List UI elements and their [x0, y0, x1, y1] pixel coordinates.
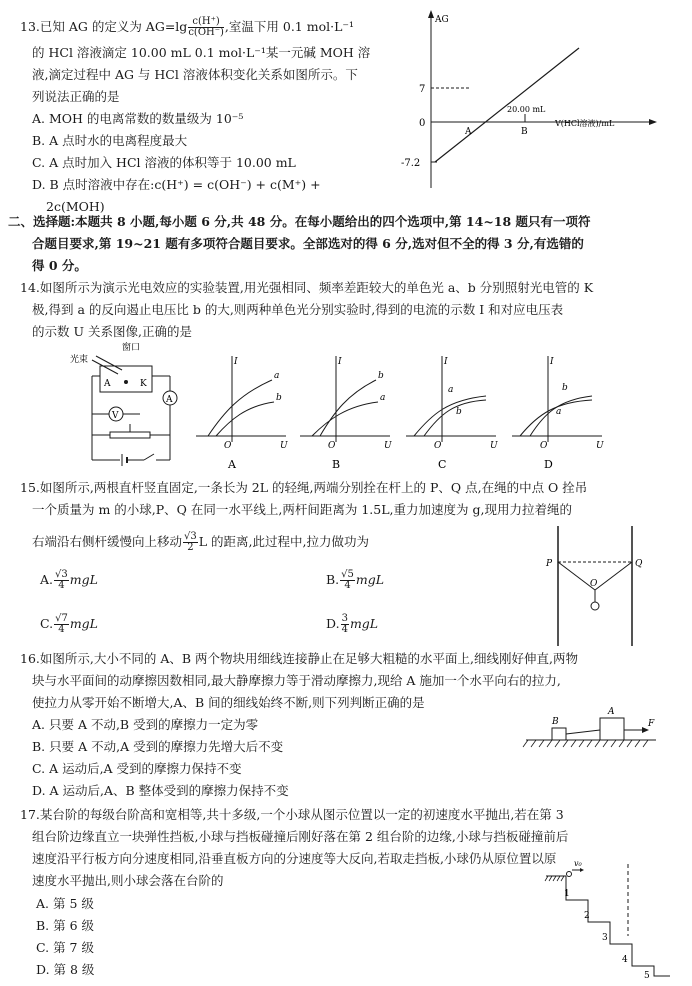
- q14-iu-graphs: [190, 352, 690, 474]
- q17-line-4: 速度水平抛出,则小球会落在台阶的: [32, 873, 224, 888]
- q13-line-3: 液,滴定过程中 AG 与 HCl 溶液体积变化关系如图所示。下: [32, 67, 358, 82]
- opt-unit: mgL: [69, 572, 98, 587]
- curve-lower: [312, 402, 378, 436]
- q14-graph-a: [196, 356, 288, 471]
- i-label: I: [234, 357, 238, 367]
- q13-frac-den: c(OH⁻): [188, 27, 224, 38]
- option-label: A: [228, 458, 236, 471]
- opt-fraction: [341, 614, 349, 635]
- frac-den: 4: [58, 580, 65, 591]
- switch: [144, 454, 154, 460]
- curve-upper-label: b: [378, 371, 384, 381]
- q13-option-d-cont: 2c(MOH): [46, 199, 105, 214]
- opt-letter: D.: [326, 616, 340, 631]
- curve-upper: [208, 380, 272, 436]
- point-a-label: A: [465, 127, 472, 137]
- rope-right: [595, 562, 632, 590]
- opt-unit: mgL: [69, 616, 98, 631]
- q15-line-3: [32, 532, 369, 553]
- curve-upper: [414, 396, 486, 436]
- frac-num: √7: [55, 613, 68, 624]
- q14-line-3: 的示数 U 关系图像,正确的是: [32, 324, 192, 339]
- q14-graph-b: [300, 356, 392, 471]
- q16-option-a: A. 只要 A 不动,B 受到的摩擦力一定为零: [32, 717, 259, 732]
- opt-unit: mgL: [349, 616, 379, 631]
- q13-stem-start: 13.已知 AG 的定义为 AG=lg: [20, 19, 188, 34]
- q17-line-3: 速度沿平行板方向分速度相同,沿垂直板方向的分速度等大反向,若取走挡板,小球仍从原位置以原: [32, 851, 557, 866]
- curve-upper-label: a: [448, 385, 454, 395]
- q13-option-d: D. B 点时溶液中存在:c(H⁺) = c(OH⁻) + c(M⁺) +: [32, 177, 321, 192]
- curve-lower-label: a: [556, 407, 562, 417]
- electrode-dot: [124, 380, 128, 384]
- origin-label: O: [224, 441, 232, 451]
- curve-lower-label: a: [380, 393, 386, 403]
- curve-upper-label: b: [562, 383, 568, 393]
- frac-num: √3: [184, 531, 197, 542]
- beam-ray-1: [92, 360, 118, 374]
- u-label: U: [596, 441, 604, 451]
- q14-graph-c: [406, 356, 498, 471]
- q13-line-4: 列说法正确的是: [32, 89, 120, 104]
- section2-line-3: 得 0 分。: [32, 258, 87, 273]
- q16-option-b: B. 只要 A 不动,A 受到的摩擦力先增大后不变: [32, 739, 284, 754]
- anode-label: A: [104, 379, 111, 389]
- opt-fraction: [340, 570, 355, 591]
- q15-line-2: 一个质量为 m 的小球,P、Q 在同一水平线上,两杆间距离为 1.5L,重力加速度为 g,现用力拉着绳的: [32, 502, 572, 517]
- q16-option-c: C. A 运动后,A 受到的摩擦力保持不变: [32, 761, 242, 776]
- curve-lower: [520, 400, 592, 436]
- opt-letter: C.: [40, 616, 54, 631]
- opt-fraction: [54, 570, 69, 591]
- section2-line-1: 二、选择题:本题共 8 小题,每小题 6 分,共 48 分。在每小题给出的四个选项中,第 14~18 题只有一项符: [8, 214, 591, 229]
- q17-line-1: 17.某台阶的每级台阶高和宽相等,共十多级,一个小球从图示位置以一定的初速度水平抛出,若在第 3: [20, 807, 564, 822]
- q13-ag-fraction: [188, 17, 224, 38]
- step-3-label: 3: [602, 933, 608, 943]
- stair-profile: [566, 876, 670, 976]
- q14-line-1: 14.如图所示为演示光电效应的实验装置,用光强相同、频率差距较大的单色光 a、b 分别照射光电管的 K: [20, 280, 594, 295]
- q15-option-b: [326, 570, 384, 591]
- curve-upper: [320, 380, 376, 436]
- ball: [591, 602, 599, 610]
- origin-label: O: [434, 441, 442, 451]
- frac-den: 4: [344, 580, 351, 591]
- q14-apparatus: [70, 340, 190, 472]
- q13-option-a: A. MOH 的电离常数的数量级为 10⁻⁵: [32, 111, 244, 126]
- cathode-label: K: [140, 379, 147, 389]
- tick-minus-7-2: -7.2: [401, 158, 421, 169]
- curve-upper-label: a: [274, 371, 280, 381]
- q17-option-c: C. 第 7 级: [36, 940, 94, 955]
- q16-line-2: 块与水平面间的动摩擦因数相同,最大静摩擦力等于滑动摩擦力,现给 A 施加一个水平向右的拉力,: [32, 673, 561, 688]
- o-label: O: [590, 579, 598, 589]
- opt-fraction: [54, 614, 69, 635]
- u-label: U: [280, 441, 288, 451]
- volume-20ml-label: 20.00 mL: [507, 105, 546, 114]
- volume-axis-label: V(HCl溶液)/mL: [555, 119, 615, 128]
- frac-den: 4: [58, 624, 65, 635]
- q15-option-d: [326, 614, 378, 635]
- q16-blocks-figure: [522, 700, 662, 750]
- connecting-string: [566, 730, 600, 734]
- ground-hatching: [523, 740, 648, 747]
- step-2-label: 2: [584, 911, 590, 921]
- q17-option-b: B. 第 6 级: [36, 918, 95, 933]
- window-label: 窗口: [122, 343, 141, 353]
- force-label: F: [648, 719, 655, 729]
- q15-line-3-end: L 的距离,此过程中,拉力做功为: [198, 534, 369, 549]
- q13-option-c: C. A 点时加入 HCl 溶液的体积等于 10.00 mL: [32, 155, 296, 170]
- ball: [567, 872, 572, 877]
- q13-frac-num: c(H⁺): [188, 17, 224, 28]
- option-label: C: [438, 458, 447, 471]
- q14-graph-d: [512, 356, 604, 471]
- q15-option-c: [40, 614, 98, 635]
- ag-axis-label: AG: [435, 15, 449, 25]
- ledge-hatching: [545, 876, 564, 881]
- curve-lower: [424, 400, 486, 436]
- point-b-label: B: [521, 127, 528, 137]
- q16-line-1: 16.如图所示,大小不同的 A、B 两个物块用细线连接静止在足够大粗糙的水平面上,细线刚好伸直,两物: [20, 651, 578, 666]
- curve-lower: [216, 402, 274, 436]
- q15-distance-fraction: [183, 532, 198, 553]
- origin-label: O: [540, 441, 548, 451]
- q14-line-2: 极,得到 a 的反向遏止电压比 b 的大,则两种单色光分别实验时,得到的电流的示数 I 和对应电压表: [32, 302, 564, 317]
- step-1-label: 1: [564, 889, 570, 899]
- volume-axis-arrow: [649, 119, 657, 125]
- q15-option-a: [40, 570, 98, 591]
- opt-letter: B.: [326, 572, 340, 587]
- ag-axis-arrow: [428, 10, 434, 18]
- rheostat: [110, 432, 150, 438]
- q16-line-3: 使拉力从零开始不断增大,A、B 间的细线始终不断,则下列判断正确的是: [32, 695, 425, 710]
- ammeter-label: A: [166, 395, 173, 405]
- q15-line-3-start: 右端沿右侧杆缓慢向上移动: [32, 534, 183, 549]
- frac-num: √3: [55, 569, 68, 580]
- q13-option-b: B. A 点时水的电离程度最大: [32, 133, 188, 148]
- i-label: I: [444, 357, 448, 367]
- option-label: B: [332, 458, 341, 471]
- voltmeter-label: V: [112, 411, 119, 421]
- v0-arrowhead: [580, 868, 584, 872]
- curve-lower-label: b: [456, 407, 462, 417]
- curve-lower-label: b: [276, 393, 282, 403]
- opt-unit: mgL: [355, 572, 385, 587]
- i-label: I: [338, 357, 342, 367]
- q13-line-1: [20, 17, 354, 38]
- frac-num: 3: [341, 613, 348, 624]
- q17-stairs-figure: [544, 856, 674, 980]
- tick-7: 7: [419, 84, 426, 95]
- origin-label: O: [328, 441, 336, 451]
- u-label: U: [384, 441, 392, 451]
- frac-den: 2: [187, 542, 194, 553]
- q13-line-2: 的 HCl 溶液滴定 10.00 mL 0.1 mol·L⁻¹某一元碱 MOH 溶: [32, 45, 371, 60]
- block-b: [552, 728, 566, 740]
- block-b-label: B: [552, 717, 559, 727]
- step-5-label: 5: [644, 971, 650, 980]
- q17-line-2: 组台阶边缘直立一块弹性挡板,小球与挡板碰撞后刚好落在第 2 组台阶的边缘,小球与挡板碰撞前后: [32, 829, 569, 844]
- p-label: P: [546, 559, 553, 569]
- block-a: [600, 718, 624, 740]
- q-label: Q: [635, 559, 643, 569]
- q13-ag-graph: [395, 8, 685, 198]
- v0-label: v₀: [574, 859, 582, 868]
- q13-stem-tail: ,室温下用 0.1 mol·L⁻¹: [224, 19, 354, 34]
- beam-label: 光束: [70, 355, 89, 365]
- q17-option-d: D. 第 8 级: [36, 962, 95, 977]
- q16-option-d: D. A 运动后,A、B 整体受到的摩擦力保持不变: [32, 783, 289, 798]
- option-label: D: [544, 458, 553, 471]
- i-label: I: [550, 357, 554, 367]
- tick-0: 0: [419, 118, 426, 129]
- q15-rope-figure: [540, 520, 650, 650]
- step-4-label: 4: [622, 955, 628, 965]
- section2-line-2: 合题目要求,第 19~21 题有多项符合题目要求。全部选对的得 6 分,选对但不全的得 3 分,有选错的: [32, 236, 584, 251]
- frac-den: 4: [341, 624, 348, 635]
- u-label: U: [490, 441, 498, 451]
- block-a-label: A: [608, 707, 615, 717]
- q17-option-a: A. 第 5 级: [36, 896, 94, 911]
- q15-line-1: 15.如图所示,两根直杆竖直固定,一条长为 2L 的轻绳,两端分别拴在杆上的 P、Q 点,在绳的中点 O 拴吊: [20, 480, 588, 495]
- frac-num: √5: [341, 569, 354, 580]
- opt-letter: A.: [40, 572, 54, 587]
